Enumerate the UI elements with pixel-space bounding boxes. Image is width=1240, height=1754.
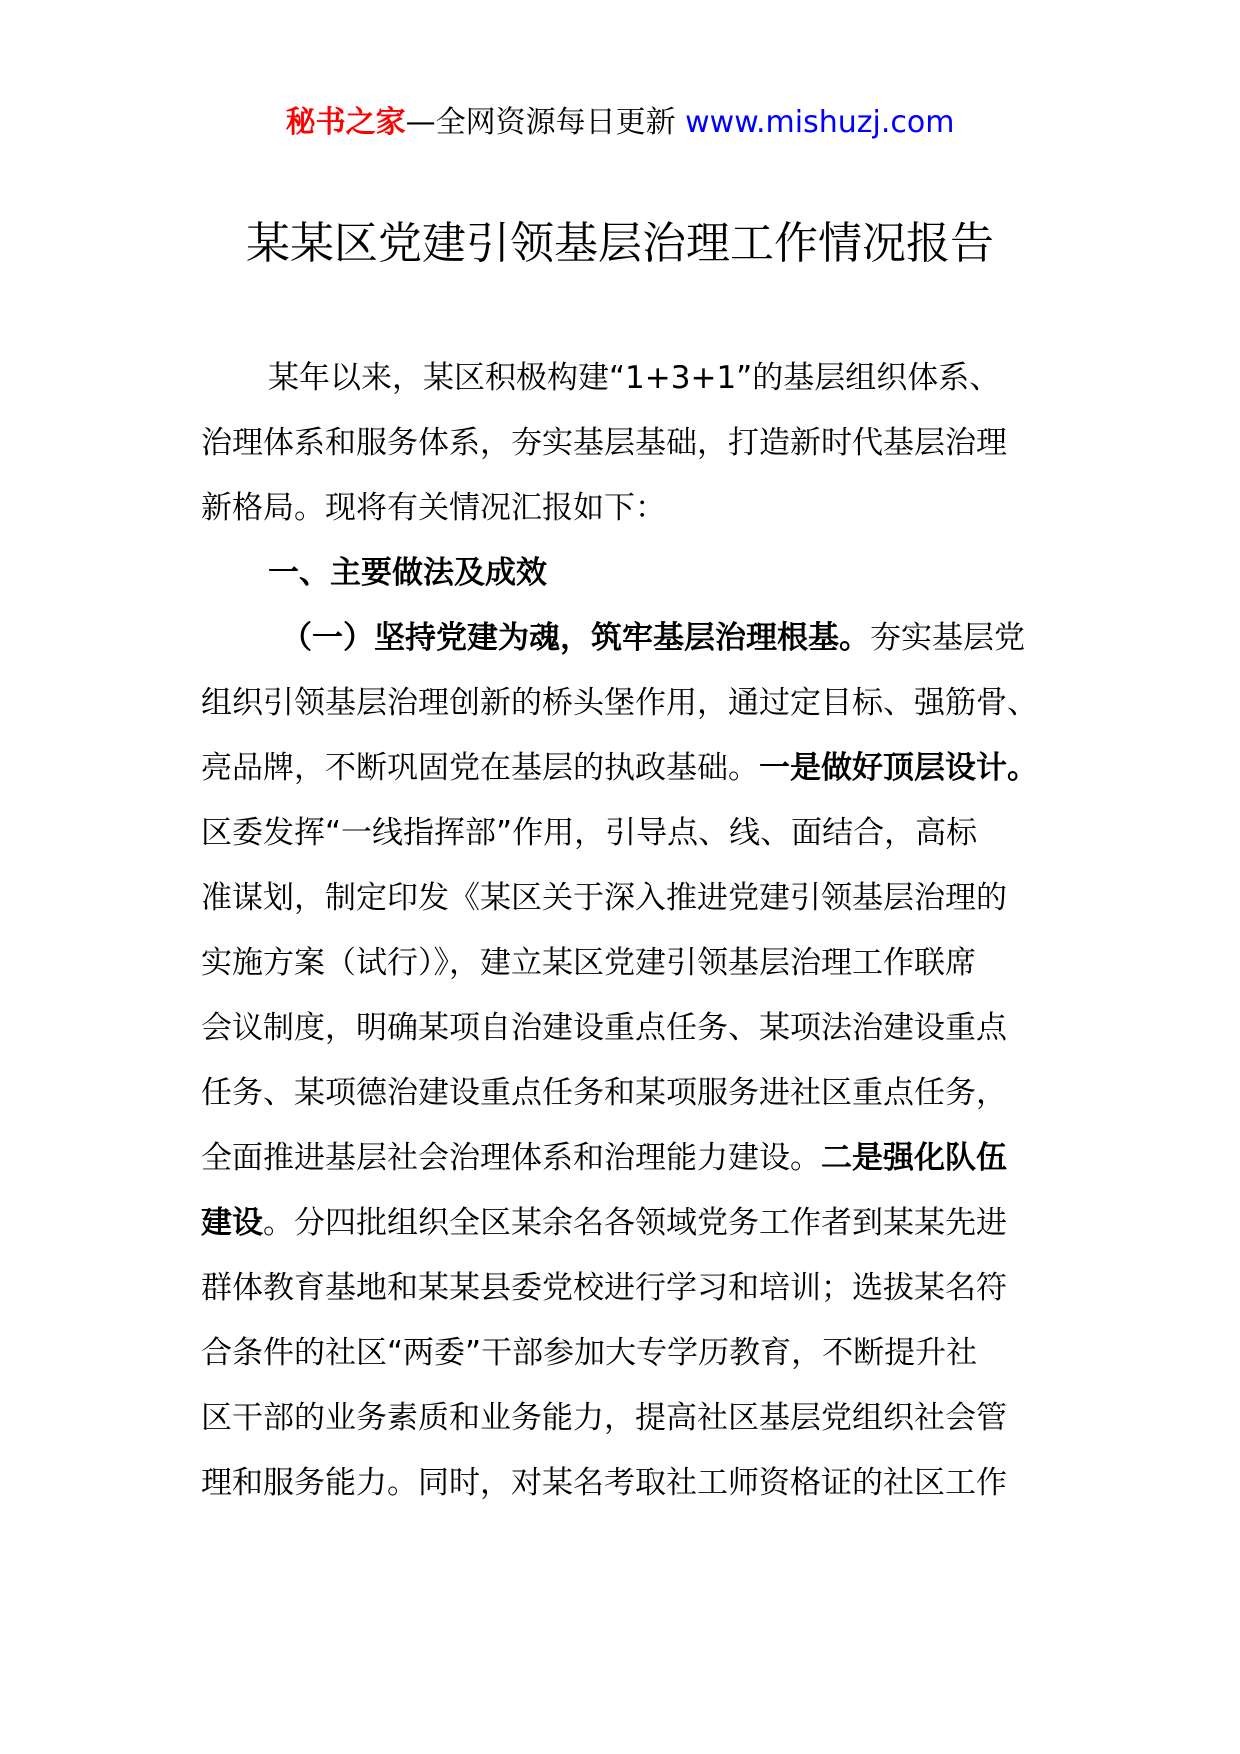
text-segment: 全面推进基层社会治理体系和治理能力建设。: [201, 1140, 821, 1176]
site-banner: [0, 100, 1240, 146]
bold-text-segment: 二是强化队伍: [821, 1140, 1007, 1176]
paragraph-line: [201, 346, 1081, 411]
bold-text-segment: 一、主要做法及成效: [268, 555, 547, 591]
document-body: [201, 346, 1081, 1516]
text-segment: 治理体系和服务体系，夯实基层基础，打造新时代基层治理: [201, 425, 1007, 461]
paragraph-line: [201, 1451, 1081, 1516]
paragraph-line: [201, 801, 1081, 866]
paragraph-line: [201, 476, 1081, 541]
paragraph-line: [201, 1256, 1081, 1321]
paragraph-line: [201, 1321, 1081, 1386]
text-segment: 实施方案（试行）》，建立某区党建引领基层治理工作联席: [201, 945, 976, 981]
text-segment: 任务、某项德治建设重点任务和某项服务进社区重点任务，: [201, 1075, 1007, 1111]
site-url-link[interactable]: www.mishuzj.com: [685, 105, 955, 140]
document-title: 某某区党建引领基层治理工作情况报告: [246, 218, 994, 269]
paragraph-line: [201, 1126, 1081, 1191]
text-segment: 区干部的业务素质和业务能力，提高社区基层党组织社会管: [201, 1400, 1007, 1436]
text-segment: 会议制度，明确某项自治建设重点任务、某项法治建设重点: [201, 1010, 1007, 1046]
paragraph-line: [201, 1191, 1081, 1256]
banner-tagline: —全网资源每日更新: [405, 105, 686, 140]
paragraph-line: [201, 996, 1081, 1061]
paragraph-line: [201, 866, 1081, 931]
paragraph-line: [201, 671, 1081, 736]
text-segment: 夯实基层党: [870, 620, 1025, 656]
text-segment: 新格局。现将有关情况汇报如下：: [201, 490, 666, 526]
paragraph-line: [201, 411, 1081, 476]
paragraph-line: [201, 931, 1081, 996]
text-segment: 准谋划，制定印发《某区关于深入推进党建引领基层治理的: [201, 880, 1007, 916]
text-segment: 区委发挥“一线指挥部”作用，引导点、线、面结合，高标: [201, 815, 978, 851]
bold-text-segment: （一）坚持党建为魂，筑牢基层治理根基。: [281, 620, 870, 656]
paragraph-line: [201, 736, 1081, 801]
paragraph-line: [201, 1061, 1081, 1126]
paragraph-line: [201, 1386, 1081, 1451]
text-segment: 合条件的社区“两委”干部参加大专学历教育，不断提升社: [201, 1335, 978, 1371]
paragraph-line: [201, 606, 1081, 671]
text-segment: 。分四批组织全区某余名各领域党务工作者到某某先进: [263, 1205, 1007, 1241]
bold-text-segment: 建设: [201, 1205, 263, 1241]
text-segment: 理和服务能力。同时，对某名考取社工师资格证的社区工作: [201, 1465, 1007, 1501]
paragraph-line: [201, 541, 1081, 606]
text-segment: 群体教育基地和某某县委党校进行学习和培训；选拔某名符: [201, 1270, 1007, 1306]
text-segment: 组织引领基层治理创新的桥头堡作用，通过定目标、强筋骨、: [201, 685, 1038, 721]
text-segment: 某年以来，某区积极构建“1+3+1”的基层组织体系、: [268, 360, 1001, 396]
bold-text-segment: 一是做好顶层设计。: [759, 750, 1038, 786]
text-segment: 亮品牌，不断巩固党在基层的执政基础。: [201, 750, 759, 786]
brand-name: 秘书之家: [285, 105, 406, 140]
